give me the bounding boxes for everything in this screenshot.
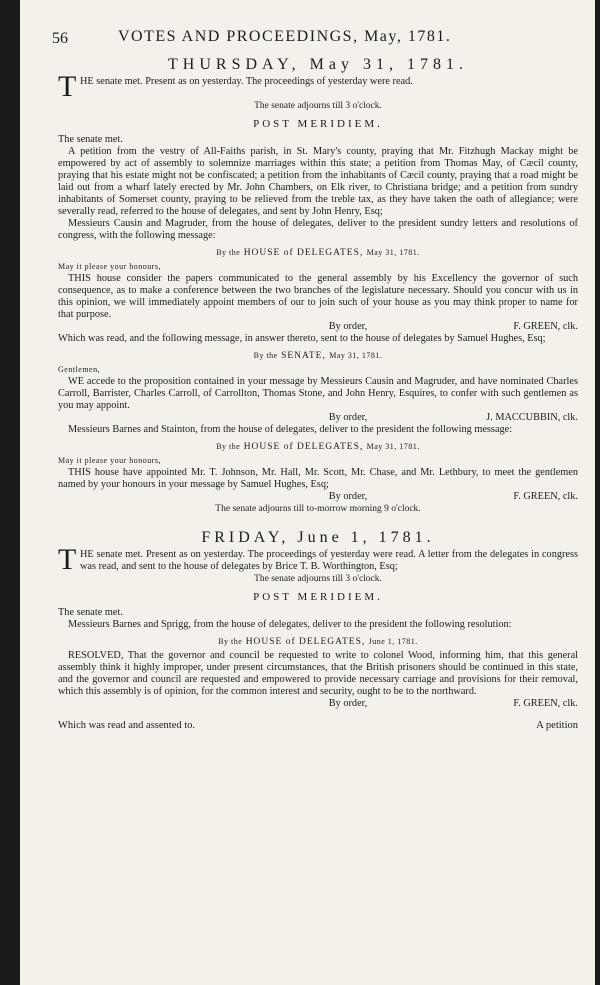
message-body: THIS house consider the papers communicated to the general assembly by his Excellency the governor of such consequence, as to make a conference between the two branches of the legislature necessary. Should you concur with us in this opinion, we will immediately appoint members of our to join such of your house as you may think proper to name for that purpose. — [58, 273, 578, 320]
senate-met: The senate met. — [58, 134, 123, 145]
opening-paragraph — [58, 70, 578, 103]
senate-met: The senate met. — [58, 607, 123, 618]
letter-text: A letter from the delegates in congress was read, and sent to the house of delegates by Brice T. B. Worthington, Esq; — [80, 549, 579, 572]
message-body: THIS house have appointed Mr. T. Johnson, Mr. Hall, Mr. Scott, Mr. Chase, and Mr. Lethbury, to meet the gentlemen named by your honours in your message by Samuel Hughes, Esq; — [58, 467, 578, 490]
signature-row: By order, J. MACCUBBIN, clk. — [328, 412, 578, 423]
message-header-delegates: By the HOUSE of DELEGATES, May 31, 1781. — [216, 442, 420, 452]
message-header-delegates: By the HOUSE of DELEGATES, May 31, 1781. — [216, 248, 420, 258]
message-salutation: May it please your honours, — [58, 456, 162, 465]
signature-row: By order, F. GREEN, clk. — [328, 491, 578, 502]
message-body: WE accede to the proposition contained in your message by Messieurs Causin and Magruder, and have nominated Charles Carroll, Barrister, Charles Carroll, of Carrollton, Thomas Stone, and John Henry, Esquires, to confer with such gentlemen as you may appoint. — [58, 376, 578, 411]
page-content — [52, 28, 579, 731]
barnes-sprigg-paragraph: Messieurs Barnes and Sprigg, from the house of delegates, deliver to the president the following resolution: — [68, 619, 512, 630]
messrs-causin-paragraph: Messieurs Causin and Magruder, from the house of delegates, deliver to the president sundry letters and resolutions of congress, with the following message: — [58, 218, 578, 241]
adjourn-note: The senate adjourns till 3 o'clock. — [254, 574, 382, 584]
catchword: A petition — [536, 720, 578, 731]
opening-text: HE senate met. Present as on yesterday. The proceedings of yesterday were read. — [80, 76, 413, 87]
adjourn-note: The senate adjourns till to-morrow morning 9 o'clock. — [215, 504, 421, 514]
day-heading-friday: FRIDAY, June 1, 1781. — [201, 529, 435, 546]
opening-paragraph — [58, 543, 579, 576]
page-number: 56 — [52, 30, 68, 47]
assented-line: Which was read and assented to. — [58, 720, 196, 731]
message-header-senate: By the SENATE, May 31, 1781. — [253, 351, 383, 361]
message-salutation: May it please your honours, — [58, 262, 162, 271]
page-header — [52, 28, 578, 54]
resolution-header-delegates: By the HOUSE of DELEGATES, June 1, 1781. — [218, 637, 418, 647]
running-title: VOTES AND PROCEEDINGS, May, 1781. — [118, 28, 452, 45]
opening-text: HE senate met. Present as on yesterday. The proceedings of yesterday were read. — [80, 549, 416, 560]
signature: F. GREEN, clk. — [513, 698, 578, 709]
signature: J. MACCUBBIN, clk. — [486, 412, 578, 423]
post-meridiem-heading: POST MERIDIEM. — [253, 118, 383, 130]
drop-cap: T — [58, 543, 77, 576]
signature: F. GREEN, clk. — [513, 491, 578, 502]
post-meridiem-heading: POST MERIDIEM. — [253, 591, 383, 603]
drop-cap: T — [58, 70, 77, 103]
document-page — [20, 0, 595, 985]
signature: F. GREEN, clk. — [513, 321, 578, 332]
petition-paragraph: A petition from the vestry of All-Faiths parish, in St. Mary's county, praying that Mr. Fitzhugh Mackay might be empowered by act of assembly to solemnize marriages within this state; a petition from Thomas May, of Cæcil county, praying that his estate might not be confiscated; a petition from the inhabitants of Cæcil county, praying that a road might be laid out from a wharf lately erected by Mr. John Chambers, on Elk river, to Christiana bridge; and a petition from sundry inhabitants of Somerset county, praying to be relieved from the treble tax, as they have taken the oath of allegiance; were severally read, referred to the house of delegates, and sent by John Henry, Esq; — [58, 146, 578, 217]
answer-paragraph: Which was read, and the following message, in answer thereto, sent to the house of delegates by Samuel Hughes, Esq; — [58, 333, 546, 344]
signature-row: By order, F. GREEN, clk. — [328, 698, 578, 709]
barnes-stainton-paragraph: Messieurs Barnes and Stainton, from the house of delegates, deliver to the president the following message: — [68, 424, 513, 435]
adjourn-note: The senate adjourns till 3 o'clock. — [254, 101, 382, 111]
signature-row: By order, F. GREEN, clk. — [328, 321, 578, 332]
resolution-body: RESOLVED, That the governor and council be requested to write to colonel Wood, informing him, that this general assembly think it highly improper, under present circumstances, that the British prisoners should be continued in this state, and the governor and council are requested and empowered to provide necessary carriage and provisions for their removal, which this assembly is of opinion, for the common interest and security, ought to be to the northward. — [58, 650, 578, 697]
message-salutation: Gentlemen, — [58, 365, 101, 374]
page-footer — [58, 720, 578, 731]
day-heading-thursday: THURSDAY, May 31, 1781. — [168, 56, 468, 73]
